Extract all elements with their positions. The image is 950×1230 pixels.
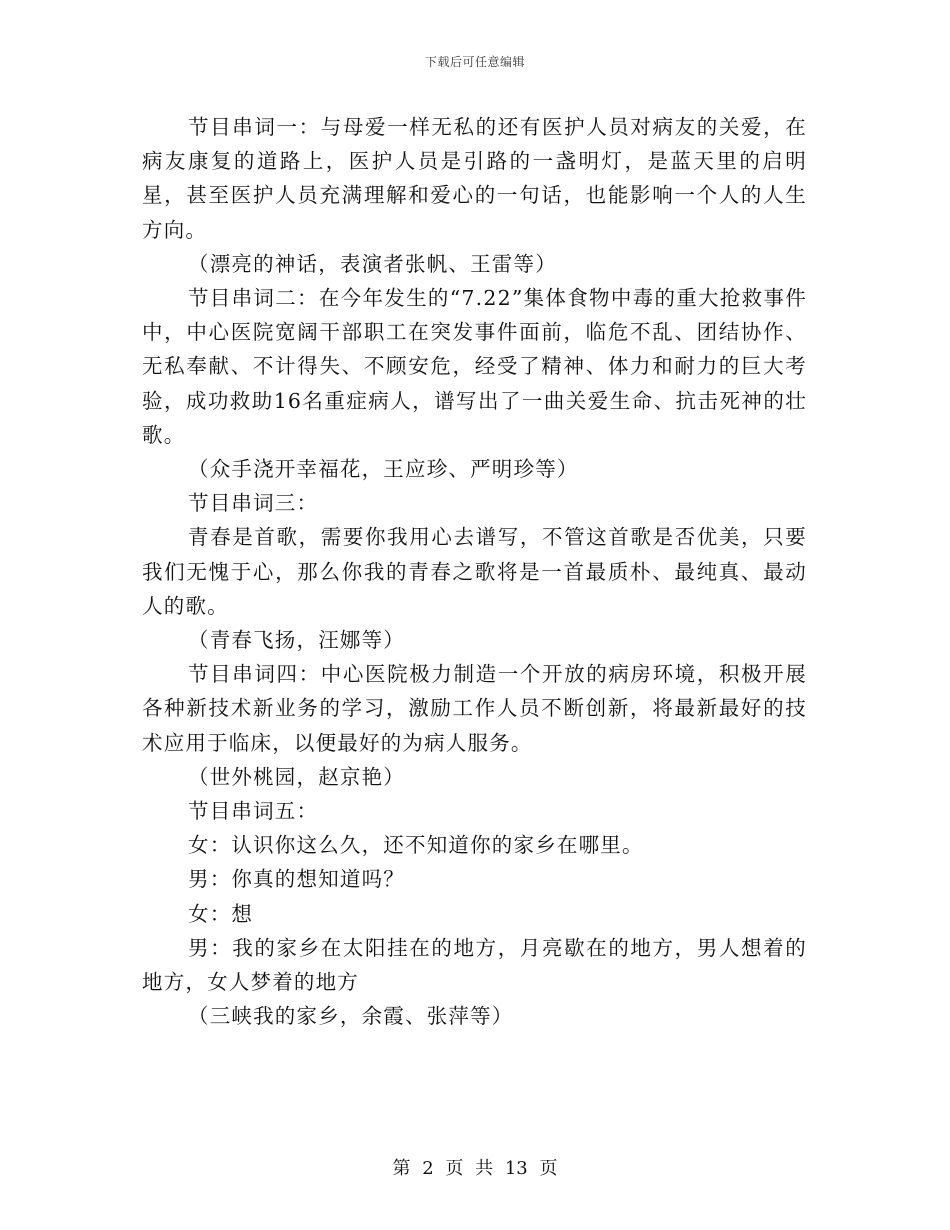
paragraph-intro-3-heading: 节目串词三： bbox=[188, 491, 319, 516]
paragraph-performance-4: （世外桃园，赵京艳） bbox=[188, 764, 405, 789]
paragraph-performance-5: （三峡我的家乡，余霞、张萍等） bbox=[188, 1004, 514, 1029]
paragraph-intro-2: 节目串词二：在今年发生的“7.22”集体食物中毒的重大抢救事件中，中心医院宽阔干部职工在突发事件面前，临危不乱、团结协作、无私奉献、不计得失、不顾安危，经受了精神、体力和耐力的巨大考验，成功救助16名重症病人，谱写出了一曲关爱生命、抗击死神的壮歌。 bbox=[142, 286, 807, 447]
dialogue-line-4: 男：我的家乡在太阳挂在的地方，月亮歇在的地方，男人想着的地方，女人梦着的地方 bbox=[142, 935, 807, 995]
paragraph-performance-3: （青春飞扬，汪娜等） bbox=[188, 628, 405, 653]
paragraph-performance-1: （漂亮的神话，表演者张帆、王雷等） bbox=[188, 251, 557, 276]
paragraph-intro-5-heading: 节目串词五： bbox=[188, 799, 319, 824]
paragraph-intro-4: 节目串词四：中心医院极力制造一个开放的病房环境，积极开展各种新技术新业务的学习，激励工作人员不断创新，将最新最好的技术应用于临床，以便最好的为病人服务。 bbox=[142, 662, 807, 755]
dialogue-line-1: 女：认识你这么久，还不知道你的家乡在哪里。 bbox=[188, 833, 644, 858]
document-body bbox=[142, 110, 807, 1033]
paragraph-performance-2: （众手浇开幸福花，王应珍、严明珍等） bbox=[188, 457, 579, 482]
paragraph-intro-3: 青春是首歌，需要你我用心去谱写，不管这首歌是否优美，只要我们无愧于心，那么你我的青春之歌将是一首最质朴、最纯真、最动人的歌。 bbox=[142, 525, 807, 618]
paragraph-intro-1: 节目串词一：与母爱一样无私的还有医护人员对病友的关爱，在病友康复的道路上，医护人员是引路的一盏明灯，是蓝天里的启明星，甚至医护人员充满理解和爱心的一句话，也能影响一个人的人生方向。 bbox=[142, 115, 807, 242]
dialogue-line-3: 女：想 bbox=[188, 901, 254, 926]
page-header: 下载后可任意编辑 bbox=[424, 55, 525, 69]
page-number-footer: 第 2 页 共 13 页 bbox=[392, 1158, 558, 1179]
dialogue-line-2: 男：你真的想知道吗？ bbox=[188, 867, 405, 892]
